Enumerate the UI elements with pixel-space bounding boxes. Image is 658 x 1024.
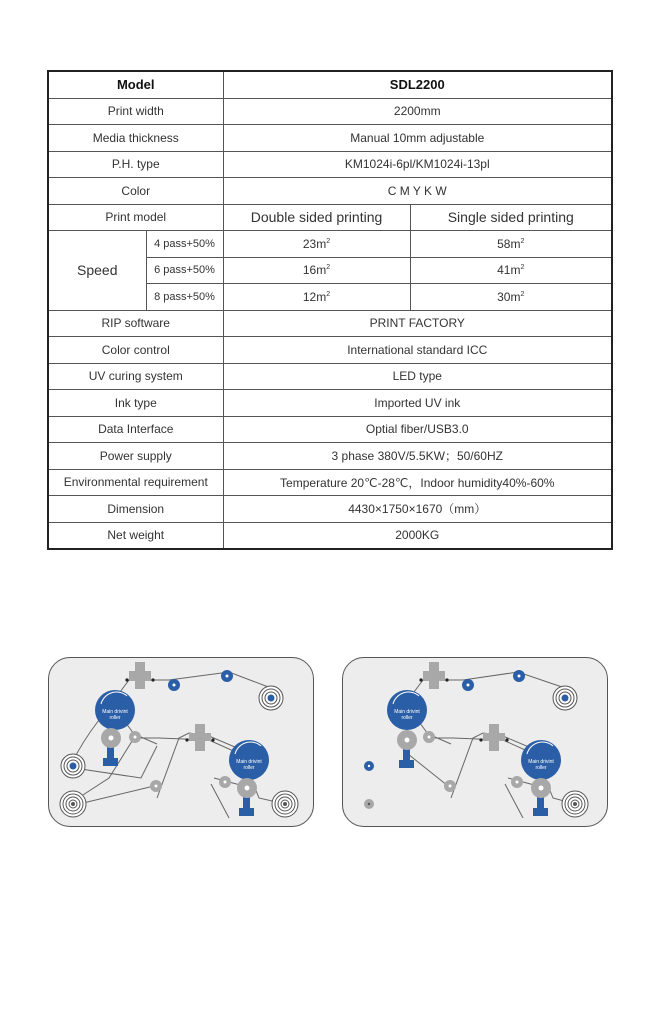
model-value: SDL2200 (223, 71, 612, 98)
roller-label: Main drivint (102, 709, 128, 715)
table-row (48, 125, 612, 152)
media-roll-icon (562, 791, 588, 817)
roller-label: Main drivint (394, 709, 420, 715)
main-driving-roller-icon (95, 690, 135, 730)
table-row (48, 98, 612, 125)
row-value: 2200mm (223, 98, 612, 125)
row-label: Print width (48, 98, 223, 125)
row-value: Manual 10mm adjustable (223, 125, 612, 152)
speed-single: $41m^2$ (410, 257, 612, 284)
row-label: UV curing system (48, 363, 223, 390)
table-row (48, 231, 612, 258)
press-roller-icon (397, 730, 417, 768)
table-header-row (48, 71, 612, 98)
row-label: Media thickness (48, 125, 223, 152)
roller-label: Main drivint (236, 759, 262, 765)
press-roller-icon (101, 728, 121, 766)
row-value: KM1024i-6pl/KM1024i-13pl (223, 151, 612, 178)
row-value: 4430×1750×1670（mm） (223, 496, 612, 523)
speed-double: $23m^2$ (223, 231, 410, 258)
row-label: Net weight (48, 522, 223, 549)
table-row (48, 337, 612, 364)
table-row (48, 204, 612, 231)
table-row (48, 443, 612, 470)
media-roll-icon (259, 686, 283, 710)
print-head-middle (185, 724, 214, 751)
speed-label: Speed (48, 231, 146, 311)
table-row (48, 151, 612, 178)
print-head-top (125, 662, 154, 689)
row-value: PRINT FACTORY (223, 310, 612, 337)
single-sided-header: Single sided printing (410, 204, 612, 231)
row-label: P.H. type (48, 151, 223, 178)
row-value: LED type (223, 363, 612, 390)
main-driving-roller-icon (229, 740, 269, 780)
row-label: Color control (48, 337, 223, 364)
speed-single: $58m^2$ (410, 231, 612, 258)
row-value: International standard ICC (223, 337, 612, 364)
press-roller-icon (531, 778, 551, 816)
main-driving-roller-icon (521, 740, 561, 780)
roller-label: Main drivint (528, 759, 554, 765)
single-sided-diagram (342, 657, 608, 827)
media-roll-icon (272, 791, 298, 817)
row-value: 2000KG (223, 522, 612, 549)
row-value: C M Y K W (223, 178, 612, 205)
table-row (48, 496, 612, 523)
print-head-top (419, 662, 448, 689)
roller-label: roller (535, 765, 547, 771)
roller-label: roller (243, 765, 255, 771)
roller-label: roller (401, 715, 413, 721)
table-row (48, 469, 612, 496)
row-label: Environmental requirement (48, 469, 223, 496)
table-row (48, 178, 612, 205)
speed-double: $16m^2$ (223, 257, 410, 284)
table-row (48, 416, 612, 443)
media-roll-icon (60, 791, 86, 817)
row-value: Optial fiber/USB3.0 (223, 416, 612, 443)
double-sided-diagram (48, 657, 314, 827)
speed-double: $12m^2$ (223, 284, 410, 311)
media-roll-icon (553, 686, 577, 710)
spec-table (47, 70, 613, 550)
pass-mode: 8 pass+50% (146, 284, 223, 311)
main-driving-roller-icon (387, 690, 427, 730)
speed-single: $30m^2$ (410, 284, 612, 311)
double-sided-header: Double sided printing (223, 204, 410, 231)
row-label: Ink type (48, 390, 223, 417)
table-row (48, 310, 612, 337)
row-label: Dimension (48, 496, 223, 523)
pass-mode: 4 pass+50% (146, 231, 223, 258)
single-sided-media-path (343, 658, 609, 828)
roller-label: roller (109, 715, 121, 721)
row-value: Temperature 20℃-28℃，Indoor humidity40%-60% (223, 469, 612, 496)
double-sided-media-path (49, 658, 315, 828)
row-label: Data Interface (48, 416, 223, 443)
row-value: 3 phase 380V/5.5KW；50/60HZ (223, 443, 612, 470)
row-label: Color (48, 178, 223, 205)
row-value: Imported UV ink (223, 390, 612, 417)
media-roll-icon (61, 754, 85, 778)
print-model-label: Print model (48, 204, 223, 231)
table-row (48, 522, 612, 549)
model-label: Model (48, 71, 223, 98)
table-row (48, 363, 612, 390)
pass-mode: 6 pass+50% (146, 257, 223, 284)
row-label: Power supply (48, 443, 223, 470)
row-label: RIP software (48, 310, 223, 337)
print-head-middle (479, 724, 508, 751)
table-row (48, 390, 612, 417)
press-roller-icon (237, 778, 257, 816)
